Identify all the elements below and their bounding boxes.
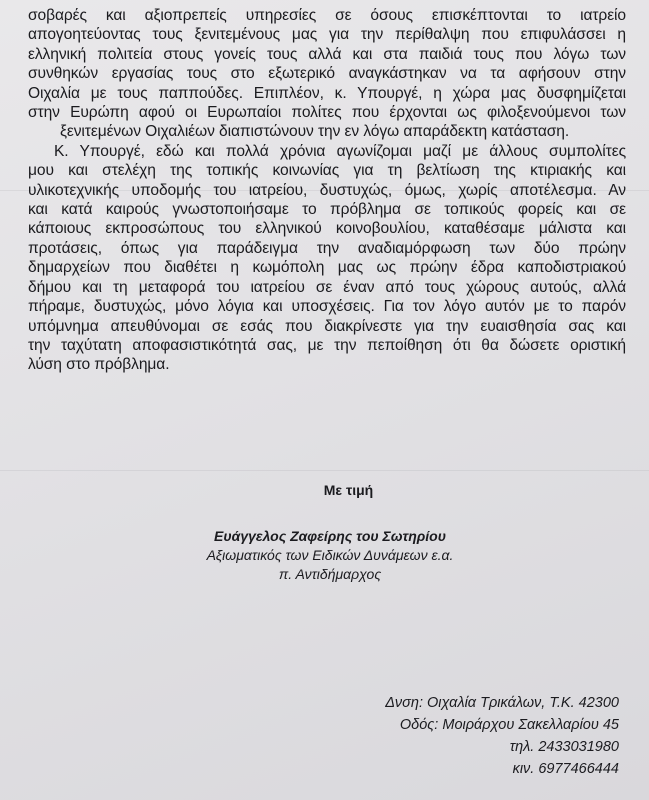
text-line: υλικοτεχνικής υποδομής του ιατρείου, δυστυχώς, όμως, χωρίς αποτέλεσμα. Αν <box>28 181 626 199</box>
text-line: απογοητεύοντας τους ξενιτεμένους μας για την περίθαλψη που επιφυλάσσει η <box>28 26 626 44</box>
text-line: την ταχύτατη αποφασιστικότητά σας, με την πεποίθηση ότι θα δώσετε οριστική <box>28 336 626 354</box>
text-line: συνθηκών εργασίας τους στο εξωτερικό αναγκάστηκαν να τα αφήσουν στην <box>28 65 626 83</box>
text-line: στην Ευρώπη αφού οι Ευρωπαίοι πολίτες που έρχονται ως φιλοξενούμενοι των <box>28 104 626 122</box>
text-line: σοβαρές και αξιοπρεπείς υπηρεσίες σε όσους επισκέπτονται το ιατρείο <box>28 7 626 24</box>
paragraph-2-body <box>28 161 626 374</box>
paragraph-2 <box>28 142 626 161</box>
text-line: μου και στελέχη της τοπικής κοινωνίας για τη βελτίωση της κτιριακής και <box>28 162 626 180</box>
paper-crease <box>0 470 649 471</box>
signer-role: Αξιωματικός των Ειδικών Δυνάμεων ε.α. <box>206 547 454 563</box>
signer-name: Ευάγγελος Ζαφείρης του Σωτηρίου <box>214 528 446 544</box>
text-line: Οιχαλία με τους παππούδες. Επιπλέον, κ. Υπουργέ, η χώρα μας δυσφημίζεται <box>28 84 626 102</box>
signature-block <box>180 527 480 584</box>
text-line: υπόμνημα απευθύνομαι σε εσάς που διακρίνεστε για την ευαισθησία σας και <box>28 317 626 335</box>
contact-address <box>385 692 619 780</box>
mobile-line: κιν. 6977466444 <box>512 761 619 777</box>
text-line: ελληνική πολιτεία στους γονείς τους αλλά και στα παιδιά τους που λόγω των <box>28 45 626 63</box>
text-line: κάποιους εκπροσώπους του ελληνικού κοινοβουλίου, καταθέσαμε μάλιστα και <box>28 220 626 238</box>
text-line: προτάσεις, όπως για παράδειγμα την αναδιαμόρφωση των δύο πρώην <box>28 239 626 257</box>
text-line: δήμου και τη μεταφορά του ιατρείου σε έναν από τους χώρους αυτούς, αλλά <box>28 278 626 296</box>
text-line: και κατά καιρούς γνωστοποιήσαμε το πρόβλημα σε τοπικούς φορείς και σε <box>28 201 626 219</box>
text-line: ξενιτεμένων Οιχαλιέων διαπιστώνουν την εν λόγω απαράδεκτη κατάσταση. <box>60 123 570 141</box>
address-line: Δνση: Οιχαλία Τρικάλων, Τ.Κ. 42300 <box>385 695 619 711</box>
signer-former-title: π. Αντιδήμαρχος <box>278 566 382 582</box>
text-line: πήραμε, δυστυχώς, μόνο λόγια και υποσχέσεις. Για τον λόγο αυτόν με το παρόν <box>28 298 626 316</box>
text-line: λύση στο πρόβλημα. <box>28 356 170 374</box>
text-line: δημαρχείων που διαθέτει η κωμόπολη μας ως πρώην έδρα καποδιστριακού <box>28 259 626 277</box>
closing-salutation: Με τιμή <box>323 482 374 498</box>
paragraph-1 <box>28 6 626 142</box>
letter-body <box>28 6 626 375</box>
street-line: Οδός: Μοιράρχου Σακελλαρίου 45 <box>399 717 619 733</box>
phone-line: τηλ. 2433031980 <box>509 739 619 755</box>
text-line: Κ. Υπουργέ, εδώ και πολλά χρόνια αγωνίζομαι μαζί με άλλους συμπολίτες <box>54 142 626 160</box>
